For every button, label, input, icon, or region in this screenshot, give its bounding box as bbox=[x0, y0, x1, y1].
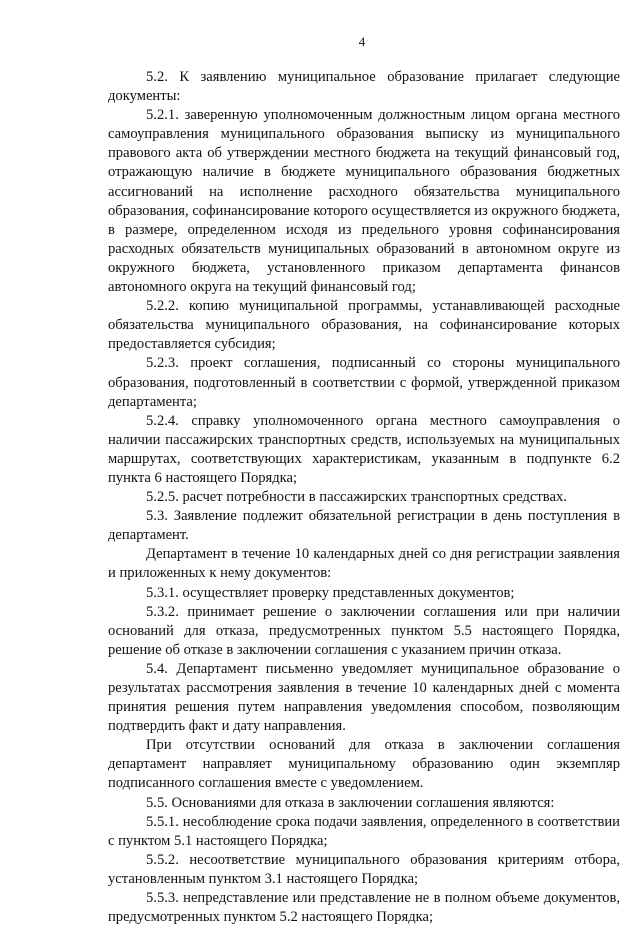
paragraph-5-2-1: 5.2.1. заверенную уполномоченным должностным лицом органа местного самоуправления муниципального образования выписку из муниципального правового акта об утверждении местного бюджета на текущий финансовый год, отражающую наличие в бюджете муниципального образования бюджетных ассигнований на исполнение расходного обязательства муниципального образования, софинансирование которого осуществляется из окружного бюджета, в размере, определенном исходя из предельного уровня софинансирования расходных обязательств муниципальных образований в автономном округе из окружного бюджета, установленного приказом департамента финансов автономного округа на текущий финансовый год; bbox=[108, 107, 620, 296]
paragraph-5-4: 5.4. Департамент письменно уведомляет муниципальное образование о результатах рассмотрения заявления в течение 10 календарных дней с момента принятия решения путем направления уведомления способом, позволяющим подтвердить факт и дату направления. bbox=[108, 660, 620, 735]
paragraph-5-5: 5.5. Основаниями для отказа в заключении соглашения являются: bbox=[146, 794, 555, 811]
paragraph-5-2: 5.2. К заявлению муниципальное образование прилагает следующие документы: bbox=[108, 69, 620, 105]
paragraph-5-5-3: 5.5.3. непредставление или представление не в полном объеме документов, предусмотренных пунктом 5.2 настоящего Порядка; bbox=[108, 890, 620, 926]
paragraph-department-review: Департамент в течение 10 календарных дней со дня регистрации заявления и приложенных к нему документов: bbox=[108, 546, 620, 582]
paragraph-5-3: 5.3. Заявление подлежит обязательной регистрации в день поступления в департамент. bbox=[108, 508, 620, 544]
paragraph-5-3-2: 5.3.2. принимает решение о заключении соглашения или при наличии оснований для отказа, предусмотренных пунктом 5.5 настоящего Порядка, решение об отказе в заключении соглашения с указанием причин отказа. bbox=[108, 603, 620, 658]
page-number: 4 bbox=[358, 34, 366, 49]
paragraph-5-2-5: 5.2.5. расчет потребности в пассажирских транспортных средствах. bbox=[146, 489, 567, 506]
paragraph-5-2-2: 5.2.2. копию муниципальной программы, устанавливающей расходные обязательства муниципального образования, на софинансирование которых предоставляется субсидия; bbox=[108, 298, 620, 353]
paragraph-5-2-4: 5.2.4. справку уполномоченного органа местного самоуправления о наличии пассажирских транспортных средств, используемых на муниципальных маршрутах, соответствующих характеристикам, указанным в подпункте 6.2 пункта 6 настоящего Порядка; bbox=[108, 412, 620, 486]
paragraph-5-5-2: 5.5.2. несоответствие муниципального образования критериям отбора, установленным пунктом 3.1 настоящего Порядка; bbox=[108, 851, 620, 887]
paragraph-5-5-1: 5.5.1. несоблюдение срока подачи заявления, определенного в соответствии с пунктом 5.1 настоящего Порядка; bbox=[108, 813, 620, 849]
paragraph-5-3-1: 5.3.1. осуществляет проверку представленных документов; bbox=[146, 584, 515, 601]
paragraph-5-2-3: 5.2.3. проект соглашения, подписанный со стороны муниципального образования, подготовленный в соответствии с формой, утвержденной приказом департамента; bbox=[108, 355, 620, 410]
paragraph-no-refusal: При отсутствии оснований для отказа в заключении соглашения департамент направляет муниципальному образованию один экземпляр подписанного соглашения вместе с уведомлением. bbox=[108, 737, 620, 792]
